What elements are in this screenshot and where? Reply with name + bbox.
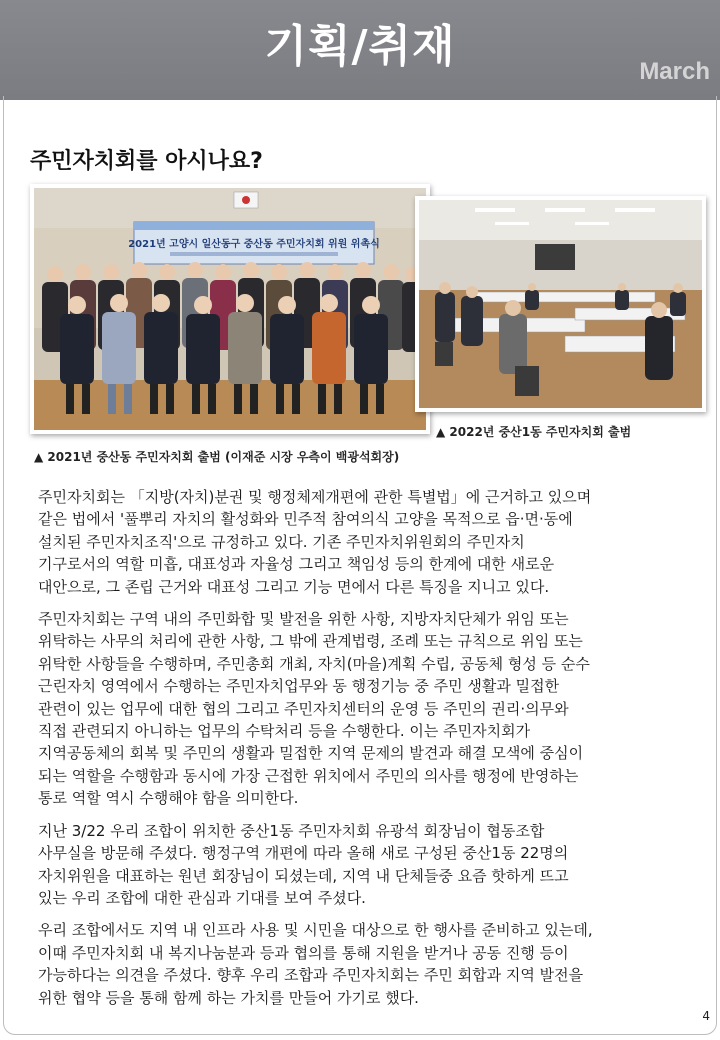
group-photo [30,184,430,434]
section-title: 주민자치회를 아시나요? [30,149,263,174]
paragraph-4: 우리 조합에서도 지역 내 인프라 사용 및 시민을 대상으로 한 행사를 준비하고 있는데, 이때 주민자치회 내 복지나눔분과 등과 협의를 통해 지원을 받거나 공동 진행 등이 가능하다는 의견을 주셨다. 향후 우리 조합과 주민자치회는 주민 회합과 지역 발전을 위한 협약 등을 통해 함께 하는 가치를 만들어 가기로 했다. [38,921,593,1007]
banner-text: 2021년 고양시 일산동구 중산동 주민자치회 위원 위촉식 [128,239,380,250]
paragraph-2: 주민자치회는 구역 내의 주민화합 및 발전을 위한 사항, 지방자치단체가 위임 또는 위탁하는 사무의 처리에 관한 사항, 그 밖에 관계법령, 조례 또는 규칙으로 위임 또는 위탁한 사항들을 수행하며, 주민총회 개최, 자치(마을)계획 수립, 공동체 형성 등 순수 근린자치 영역에서 수행하는 주민자치업무와 동 행정기능 중 주민 생활과 밀접한 관련이 있는 업무에 대한 협의 그리고 주민자치센터의 운영 등 주민의 권리·의무와 직접 관련되지 아니하는 업무의 수탁처리 등을 수행한다. 이는 주민자치회가 지역공동체의 회복 및 주민의 생활과 밀접한 지역 문제의 발견과 해결 모색에 중심이 되는 역할을 수행함과 동시에 가장 근접한 위치에서 주민의 의사를 행정에 반영하는 통로 역할 역시 수행해야 함을 의미한다. [38,610,590,808]
page-header [0,0,720,100]
header-title: 기획/취재 [264,21,456,72]
meeting-photo-illustration [415,196,706,412]
group-photo-illustration [30,184,430,434]
page-number: 4 [702,1009,710,1023]
photo1-caption: ▲ 2021년 중산동 주민자치회 출범 (이재준 시장 우측이 백광석회장) [34,450,400,464]
meeting-photo [415,196,706,412]
paragraph-3: 지난 3/22 우리 조합이 위치한 중산1동 주민자치회 유광석 회장님이 협동조합 사무실을 방문해 주셨다. 행정구역 개편에 따라 올해 새로 구성된 중산1동 22명의 자치위원을 대표하는 원년 회장님이 되셨는데, 지역 내 단체들중 요즘 핫하게 뜨고 있는 우리 조합에 대한 관심과 기대를 보여 주셨다. [38,821,569,907]
photo2-caption: ▲ 2022년 중산1동 주민자치회 출범 [436,425,632,439]
header-month: March [639,58,710,85]
paragraph-1: 주민자치회는 「지방(자치)분권 및 행정체제개편에 관한 특별법」에 근거하고 있으며 같은 법에서 '풀뿌리 자치의 활성화와 민주적 참여의식 고양을 목적으로 읍·면·동에 설치된 주민자치조직'으로 규정하고 있다. 기존 주민자치위원회의 주민자치 기구로서의 역할 미흡, 대표성과 자율성 그리고 책임성 등의 한계에 대한 새로운 대안으로, 그 존립 근거와 대표성 그리고 기능 면에서 다른 특징을 지니고 있다. [38,488,592,596]
article-body [38,486,698,1019]
